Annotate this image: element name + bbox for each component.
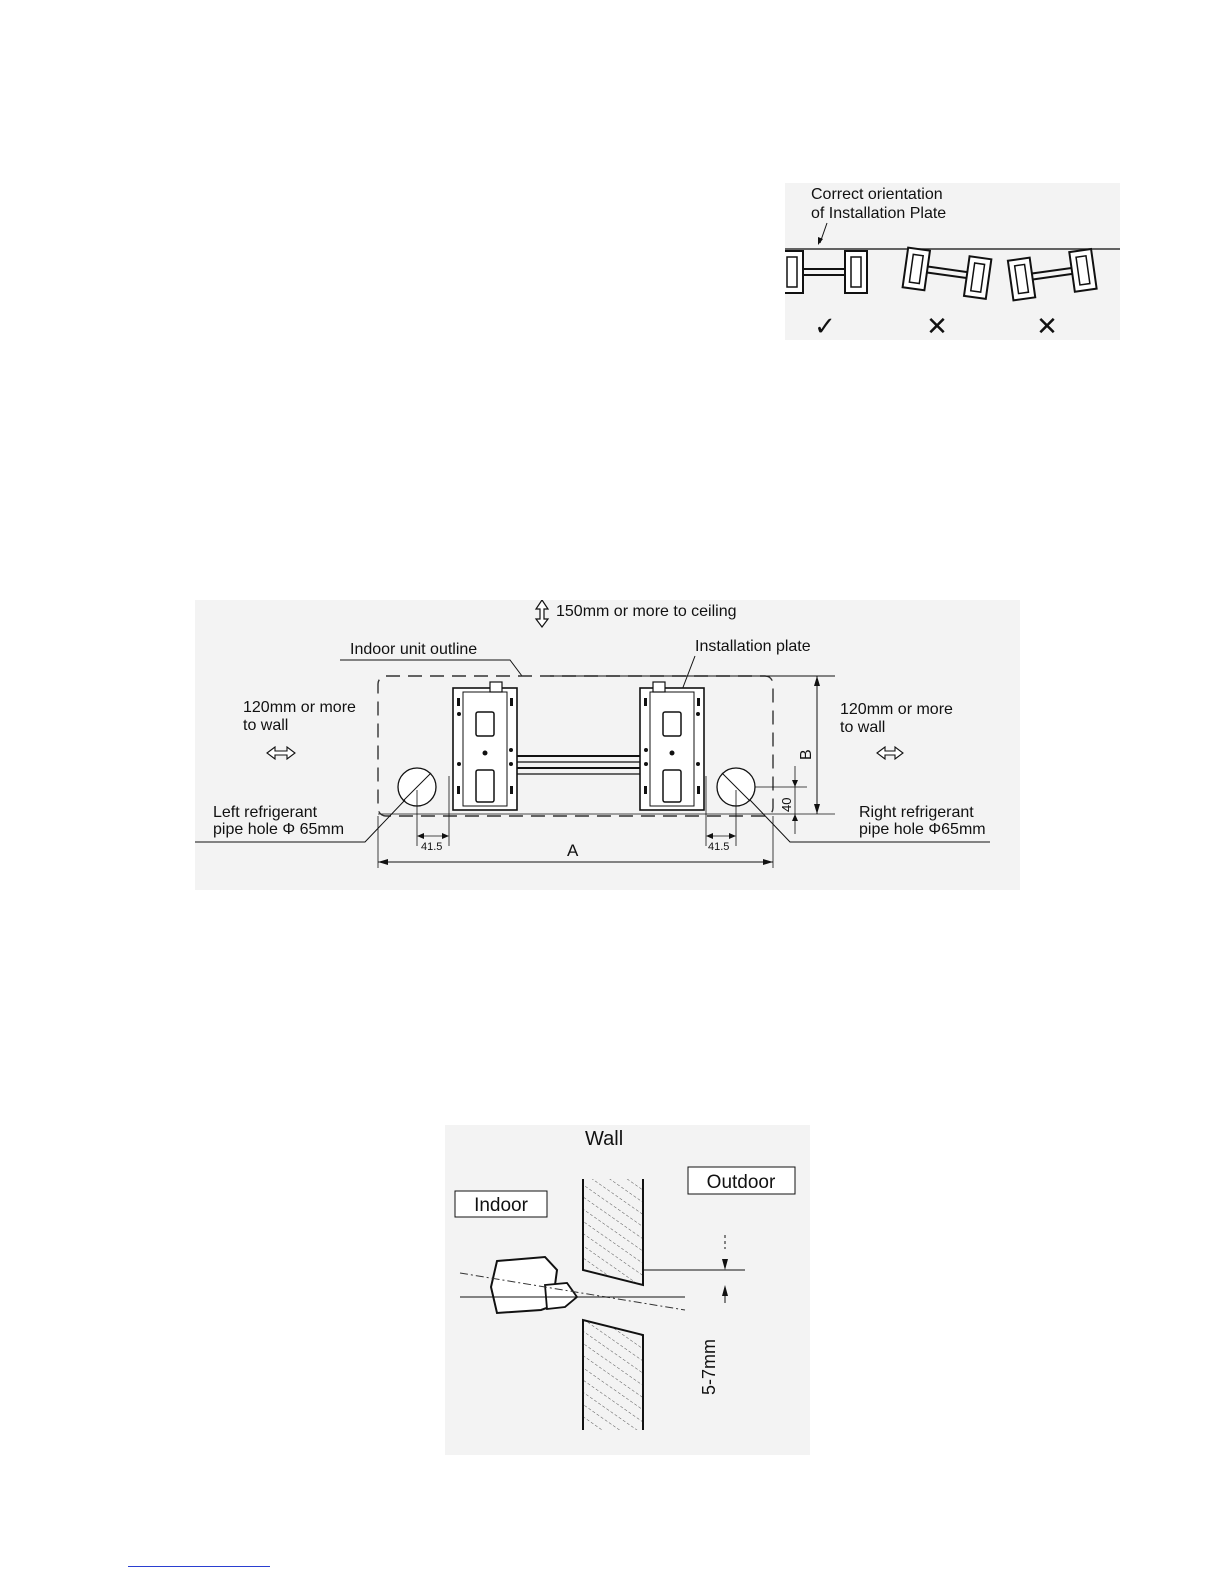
indoor-label: Indoor xyxy=(474,1195,528,1216)
footer-rule xyxy=(128,1566,270,1567)
dim-40: 40 xyxy=(779,797,794,812)
right-hole-line1: Right refrigerant xyxy=(859,804,974,821)
wall-drilling-figure xyxy=(445,1125,810,1455)
right-bracket xyxy=(640,682,704,810)
slope-label: 5-7mm xyxy=(699,1338,719,1395)
mark-correct: ✓ xyxy=(814,311,836,340)
left-hole-line1: Left refrigerant xyxy=(213,804,318,821)
wall-upper xyxy=(583,1179,643,1285)
installation-plate-label: Installation plate xyxy=(695,638,811,655)
right-wall-line1: 120mm or more xyxy=(840,701,953,718)
dim-left-415: 41.5 xyxy=(421,841,443,853)
left-wall-line2: to wall xyxy=(243,717,289,734)
outdoor-label: Outdoor xyxy=(706,1172,776,1193)
mark-wrong-2: ✕ xyxy=(1036,311,1058,340)
left-wall-line1: 120mm or more xyxy=(243,699,356,716)
outline-label: Indoor unit outline xyxy=(350,641,478,658)
orientation-caption-line2: of Installation Plate xyxy=(811,205,947,222)
left-hole-line2: pipe hole Φ 65mm xyxy=(213,821,345,838)
orientation-figure xyxy=(785,183,1120,340)
right-wall-line2: to wall xyxy=(840,719,886,736)
left-bracket xyxy=(453,682,517,810)
cross-bars xyxy=(517,756,640,774)
ceiling-clearance-label: 150mm or more to ceiling xyxy=(556,603,737,620)
left-right-arrow-icon xyxy=(877,747,903,759)
mark-wrong-1: ✕ xyxy=(926,311,948,340)
left-right-arrow-icon xyxy=(267,747,295,759)
right-hole-line2: pipe hole Φ65mm xyxy=(859,821,986,838)
dim-a: A xyxy=(567,841,579,860)
indoor-unit-outline xyxy=(378,676,773,816)
plate-correct xyxy=(785,251,867,293)
installation-plate-figure xyxy=(195,600,1020,890)
wall-lower xyxy=(583,1320,643,1430)
drill-bit xyxy=(491,1257,577,1313)
dim-right-415: 41.5 xyxy=(708,841,730,853)
wall-title: Wall xyxy=(585,1128,624,1150)
plate-tilted-1 xyxy=(903,248,992,299)
plate-tilted-2 xyxy=(1008,249,1097,300)
orientation-caption-line1: Correct orientation xyxy=(811,186,943,203)
dim-b: B xyxy=(798,749,815,760)
updown-arrow-icon xyxy=(536,600,548,627)
